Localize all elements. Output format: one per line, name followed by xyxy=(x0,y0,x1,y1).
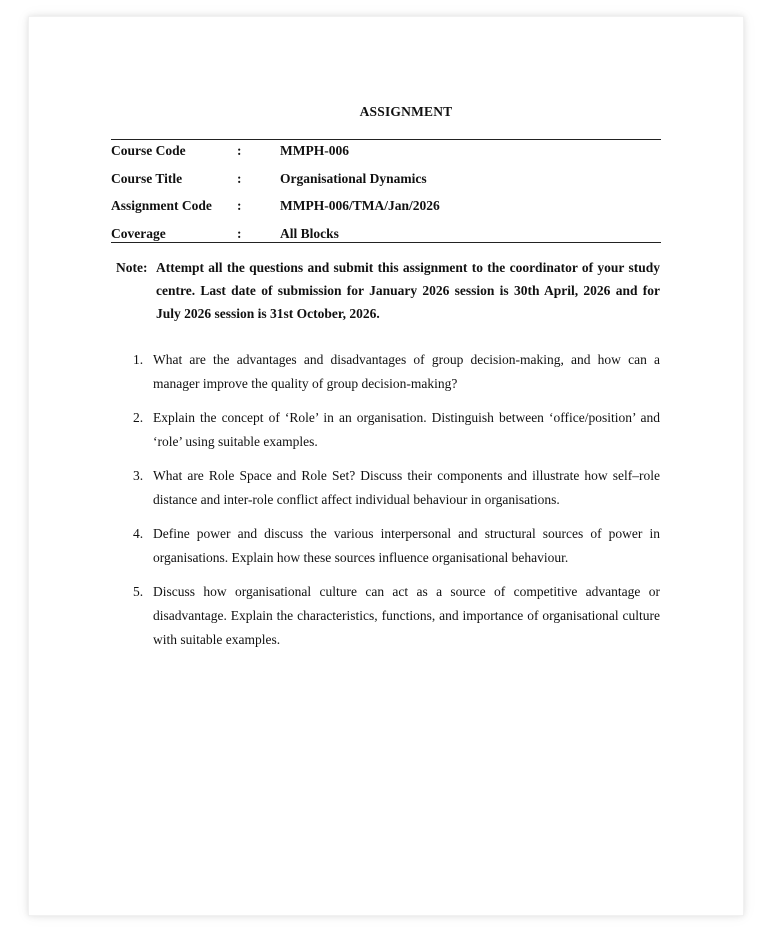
question-text: What are the advantages and disadvantages of group decision-making, and how can a manager improve the quality of group decision-making? xyxy=(153,352,660,391)
submission-note xyxy=(116,256,660,325)
assignment-code-separator: : xyxy=(237,198,242,213)
question-list xyxy=(133,348,660,662)
question-text: Define power and discuss the various interpersonal and structural sources of power in organisations. Explain how these sources influence organisational behaviour. xyxy=(153,526,660,565)
assignment-code-row xyxy=(111,198,661,216)
question-item xyxy=(133,464,660,512)
course-title-row xyxy=(111,171,661,189)
course-title-label: Course Title xyxy=(111,171,183,186)
question-item xyxy=(133,406,660,454)
note-text: Attempt all the questions and submit this assignment to the coordinator of your study centre. Last date of submission for January 2026 session is 30th April, 2026 and for July 2026 session is 31st October, 2026. xyxy=(156,260,660,321)
question-number: 5. xyxy=(133,584,144,599)
question-item xyxy=(133,522,660,570)
course-code-value: MMPH-006 xyxy=(280,143,349,158)
question-text: Explain the concept of ‘Role’ in an organisation. Distinguish between ‘office/position’ and ‘role’ using suitable examples. xyxy=(153,410,660,449)
question-text: Discuss how organisational culture can act as a source of competitive advantage or disadvantage. Explain the characteristics, functions, and importance of organisational culture with suitable examples. xyxy=(153,584,660,647)
assignment-title: ASSIGNMENT xyxy=(359,104,453,119)
coverage-value: All Blocks xyxy=(280,226,339,241)
assignment-code-label: Assignment Code xyxy=(111,198,212,213)
question-item xyxy=(133,580,660,652)
course-code-separator: : xyxy=(237,143,242,158)
question-number: 1. xyxy=(133,352,144,367)
table-top-rule xyxy=(111,139,661,140)
table-bottom-rule xyxy=(111,242,661,243)
question-number: 3. xyxy=(133,468,144,483)
coverage-separator: : xyxy=(237,226,242,241)
question-item xyxy=(133,348,660,396)
coverage-label: Coverage xyxy=(111,226,166,241)
note-label: Note: xyxy=(116,260,148,275)
assignment-code-value: MMPH-006/TMA/Jan/2026 xyxy=(280,198,440,213)
question-number: 2. xyxy=(133,410,144,425)
question-text: What are Role Space and Role Set? Discuss their components and illustrate how self–role distance and inter-role conflict affect individual behaviour in organisations. xyxy=(153,468,660,507)
course-code-label: Course Code xyxy=(111,143,186,158)
question-number: 4. xyxy=(133,526,144,541)
course-title-value: Organisational Dynamics xyxy=(280,171,427,186)
course-code-row xyxy=(111,143,661,161)
course-title-separator: : xyxy=(237,171,242,186)
